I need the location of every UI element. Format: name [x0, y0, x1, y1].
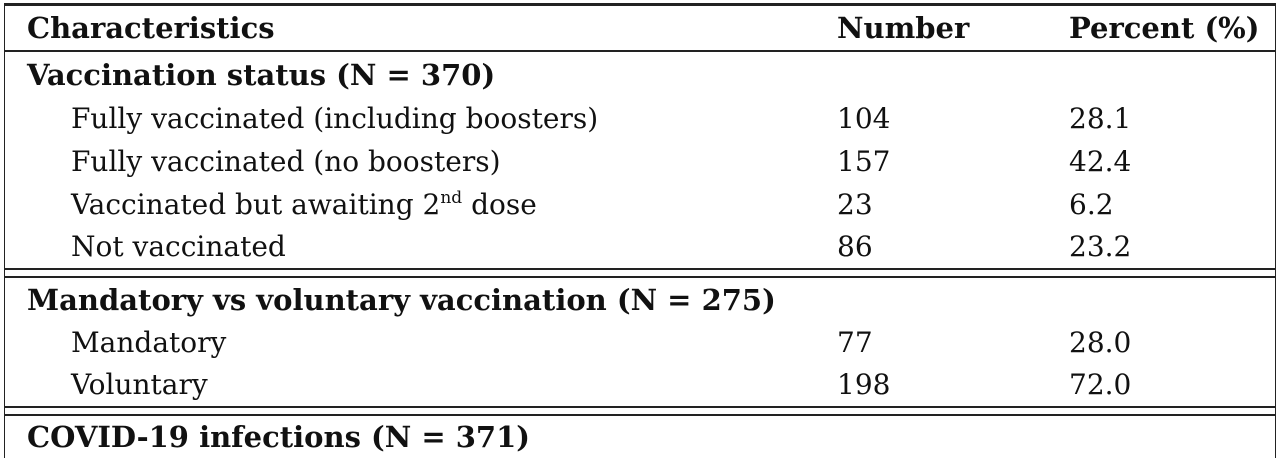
table-row: [5, 140, 1275, 183]
row-label: Mandatory: [71, 326, 227, 359]
section-divider: [5, 268, 1275, 270]
row-number: 104: [837, 102, 891, 135]
row-label: Fully vaccinated (including boosters): [71, 102, 599, 135]
characteristics-table: [4, 3, 1276, 458]
table-row: [5, 321, 1275, 364]
row-number: 77: [837, 326, 873, 359]
header-divider: [5, 50, 1275, 52]
section-divider: [5, 406, 1275, 408]
section-title-row: [5, 54, 1275, 97]
table-top-border: [5, 3, 1275, 6]
row-percent: 72.0: [1069, 368, 1132, 401]
table-row: [5, 97, 1275, 140]
section-title-mandatory: Mandatory vs voluntary vaccination (N = 275): [27, 283, 776, 317]
section-title-vaccination: Vaccination status (N = 370): [27, 58, 496, 92]
row-number: 157: [837, 145, 891, 178]
row-label-superscript: nd: [440, 188, 463, 208]
row-percent: 28.1: [1069, 102, 1132, 135]
row-percent: 42.4: [1069, 145, 1132, 178]
section-divider: [5, 276, 1275, 278]
section-title-row: [5, 279, 1275, 322]
table-header-row: [5, 7, 1275, 50]
row-label: Voluntary: [71, 368, 208, 401]
row-percent: 23.2: [1069, 230, 1132, 263]
row-number: 86: [837, 230, 873, 263]
row-label-text: Vaccinated but awaiting 2: [71, 188, 441, 221]
row-label-text-end: dose: [462, 188, 537, 221]
row-number: 198: [837, 368, 891, 401]
row-percent: 6.2: [1069, 188, 1114, 221]
row-label: [71, 183, 537, 226]
table-row: [5, 363, 1275, 406]
table-row: [5, 225, 1275, 268]
header-characteristics: Characteristics: [27, 11, 275, 45]
section-title-row: [5, 416, 1275, 459]
section-title-infections: COVID-19 infections (N = 371): [27, 420, 530, 454]
row-percent: 28.0: [1069, 326, 1132, 359]
table-row: [5, 183, 1275, 226]
row-label: Fully vaccinated (no boosters): [71, 145, 501, 178]
row-number: 23: [837, 188, 873, 221]
row-label: Not vaccinated: [71, 230, 286, 263]
header-percent: Percent (%): [1069, 11, 1260, 45]
header-number: Number: [837, 11, 970, 45]
